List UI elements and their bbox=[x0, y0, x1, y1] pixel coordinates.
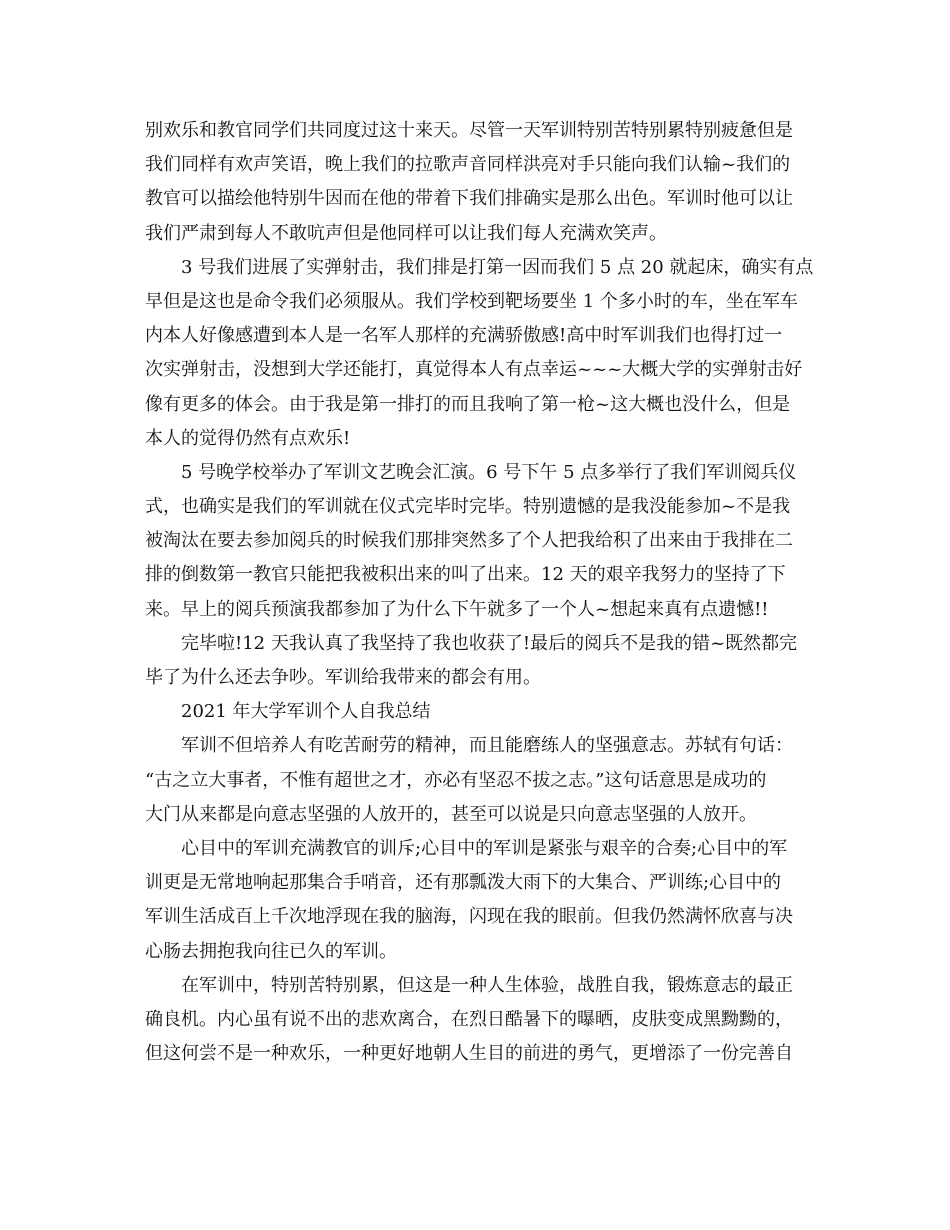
text-line: 但这何尝不是一种欢乐，一种更好地朝人生目的前进的勇气，更增添了一份完善自 bbox=[145, 1043, 793, 1065]
text-line: 5 号晚学校举办了军训文艺晚会汇演。6 号下午 5 点多举行了我们军训阅兵仪 bbox=[181, 461, 797, 483]
text-line: 军训不但培养人有吃苦耐劳的精神，而且能磨练人的坚强意志。苏轼有句话： bbox=[181, 735, 793, 757]
text-line: “古之立大事者，不惟有超世之才，亦必有坚忍不拔之志。”这句话意思是成功的 bbox=[145, 769, 767, 791]
text-line: 我们同样有欢声笑语，晚上我们的拉歌声音同样洪亮对手只能向我们认输~我们的 bbox=[145, 154, 791, 176]
text-line: 心肠去拥抱我向往已久的军训。 bbox=[145, 940, 397, 962]
text-line: 教官可以描绘他特别牛因而在他的带着下我们排确实是那么出色。军训时他可以让 bbox=[145, 188, 793, 210]
text-line: 像有更多的体会。由于我是第一排打的而且我响了第一枪~这大概也没什么，但是 bbox=[145, 393, 791, 415]
text-line: 早但是这也是命令我们必须服从。我们学校到靶场要坐 1 个多小时的车，坐在军车 bbox=[145, 290, 798, 312]
text-line: 次实弹射击，没想到大学还能打，真觉得本人有点幸运~~~大概大学的实弹射击好 bbox=[145, 359, 803, 381]
text-line: 训更是无常地响起那集合手哨音，还有那瓢泼大雨下的大集合、严训练;心目中的 bbox=[145, 872, 782, 894]
text-line: 被淘汰在要去参加阅兵的时候我们那排突然多了个人把我给积了出来由于我排在二 bbox=[145, 530, 793, 552]
text-line: 来。早上的阅兵预演我都参加了为什么下午就多了一个人~想起来真有点遗憾!! bbox=[145, 598, 769, 620]
text-line: 确良机。内心虽有说不出的悲欢离合，在烈日酷暑下的曝晒，皮肤变成黑黝黝的， bbox=[145, 1008, 793, 1030]
text-line: 完毕啦!12 天我认真了我坚持了我也收获了!最后的阅兵不是我的错~既然都完 bbox=[181, 632, 798, 654]
text-line: 3 号我们进展了实弹射击，我们排是打第一因而我们 5 点 20 就起床，确实有点 bbox=[181, 256, 814, 278]
text-line: 式，也确实是我们的军训就在仪式完毕时完毕。特别遗憾的是我没能参加~不是我 bbox=[145, 496, 791, 518]
text-line: 2021 年大学军训个人自我总结 bbox=[181, 701, 431, 723]
text-line: 排的倒数第一教官只能把我被积出来的叫了出来。12 天的艰辛我努力的坚持了下 bbox=[145, 564, 786, 586]
text-line: 大门从来都是向意志坚强的人放开的，甚至可以说是只向意志坚强的人放开。 bbox=[145, 803, 757, 825]
text-line: 军训生活成百上千次地浮现在我的脑海，闪现在我的眼前。但我仍然满怀欣喜与决 bbox=[145, 906, 793, 928]
text-line: 我们严肃到每人不敢吭声但是他同样可以让我们每人充满欢笑声。 bbox=[145, 222, 667, 244]
text-line: 别欢乐和教官同学们共同度过这十来天。尽管一天军训特别苦特别累特别疲惫但是 bbox=[145, 120, 793, 141]
text-line: 毕了为什么还去争吵。军训给我带来的都会有用。 bbox=[145, 667, 541, 688]
text-line: 内本人好像感遭到本人是一名军人那样的充满骄傲感!高中时军训我们也得打过一 bbox=[145, 325, 783, 347]
text-line: 心目中的军训充满教官的训斥;心目中的军训是紧张与艰辛的合奏;心目中的军 bbox=[181, 837, 788, 859]
text-line: 在军训中，特别苦特别累，但这是一种人生体验，战胜自我，锻炼意志的最正 bbox=[181, 974, 793, 996]
document-body bbox=[145, 114, 814, 1071]
text-line: 本人的觉得仍然有点欢乐! bbox=[145, 427, 351, 449]
